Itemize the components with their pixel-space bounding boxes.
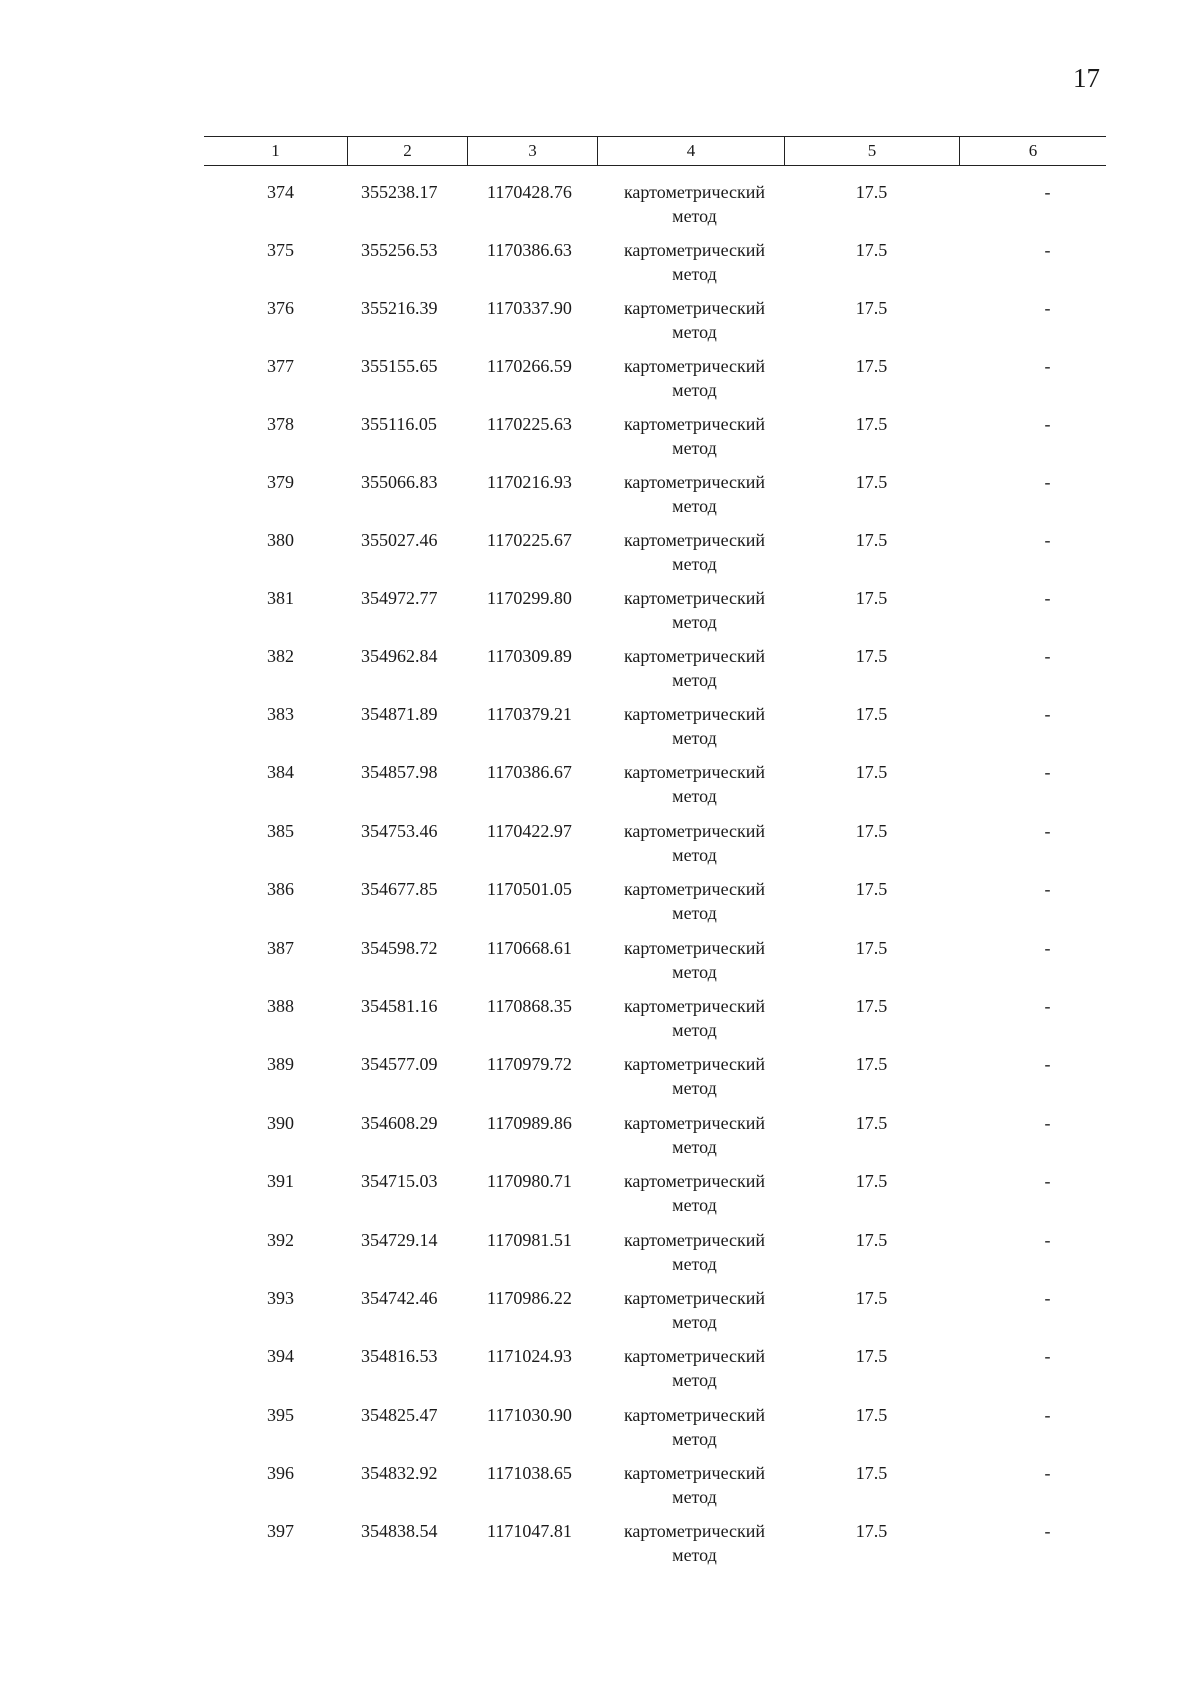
method-line-2: метод: [672, 1019, 717, 1040]
method-line-1: картометрический: [623, 182, 766, 202]
coordinate-y-cell: 1170668.61: [487, 937, 572, 958]
table-row: [204, 819, 1106, 877]
method-cell: [597, 819, 784, 877]
note-cell: -: [1044, 1463, 1051, 1484]
method-line-1: картометрический: [623, 762, 766, 783]
method-line-1: картометрический: [623, 1404, 766, 1425]
accuracy-cell: 17.5: [855, 1463, 888, 1484]
coordinate-y-cell: 1170428.76: [487, 182, 572, 202]
accuracy-cell: 17.5: [855, 1521, 888, 1542]
coordinate-x-cell: 355216.39: [361, 298, 438, 318]
coordinate-x-cell: 354816.53: [361, 1346, 438, 1367]
coordinate-y-cell: 1170980.71: [487, 1171, 572, 1192]
coordinate-x-cell: 355066.83: [361, 472, 438, 492]
point-number-cell: 383: [267, 704, 294, 724]
coordinate-x-cell: 355116.05: [361, 414, 437, 434]
coordinate-x-cell: 354857.98: [361, 762, 438, 783]
coordinate-x-cell: 355256.53: [361, 240, 438, 260]
method-line-1: картометрический: [623, 588, 766, 608]
point-number-cell: 387: [267, 937, 294, 958]
note-cell: -: [1044, 1112, 1051, 1133]
note-cell: -: [1044, 704, 1051, 724]
table-row: [204, 936, 1106, 994]
method-line-1: картометрический: [623, 240, 766, 260]
point-number-cell: 378: [267, 414, 294, 434]
method-line-2: метод: [672, 786, 717, 807]
point-number-cell: 381: [267, 588, 294, 608]
point-number-cell: 374: [267, 182, 294, 202]
method-cell: [597, 354, 784, 412]
accuracy-cell: 17.5: [855, 1112, 888, 1133]
method-line-1: картометрический: [623, 1287, 766, 1308]
method-line-2: метод: [672, 322, 717, 342]
method-line-1: картометрический: [623, 1521, 766, 1542]
note-cell: -: [1044, 182, 1051, 202]
accuracy-cell: 17.5: [855, 182, 888, 202]
method-line-1: картометрический: [623, 1229, 766, 1250]
coordinate-x-cell: 354832.92: [361, 1463, 438, 1484]
header-cell-1: 1: [271, 141, 280, 160]
coordinate-y-cell: 1171030.90: [487, 1404, 572, 1425]
point-number-cell: 386: [267, 879, 294, 900]
coordinate-x-cell: 354715.03: [361, 1171, 438, 1192]
coordinate-x-cell: 354581.16: [361, 995, 438, 1016]
table-row: [204, 1228, 1106, 1286]
point-number-cell: 385: [267, 820, 294, 841]
table-row: [204, 470, 1106, 528]
coordinate-y-cell: 1170216.93: [487, 472, 572, 492]
note-cell: -: [1044, 1171, 1051, 1192]
accuracy-cell: 17.5: [855, 762, 888, 783]
method-cell: [597, 1344, 784, 1402]
accuracy-cell: 17.5: [855, 356, 888, 376]
note-cell: -: [1044, 1404, 1051, 1425]
method-line-2: метод: [672, 496, 717, 516]
method-line-2: метод: [672, 1487, 717, 1508]
coordinate-y-cell: 1171024.93: [487, 1346, 572, 1367]
table-row: [204, 1403, 1106, 1461]
point-number-cell: 397: [267, 1521, 294, 1542]
method-cell: [597, 877, 784, 935]
page-number: 17: [1073, 63, 1100, 93]
method-line-2: метод: [672, 1136, 717, 1157]
method-cell: [597, 1169, 784, 1227]
method-line-2: метод: [672, 1428, 717, 1449]
method-line-2: метод: [672, 1078, 717, 1099]
point-number-cell: 384: [267, 762, 294, 783]
method-line-1: картометрический: [623, 820, 766, 841]
method-cell: [597, 1403, 784, 1461]
table-row: [204, 1519, 1106, 1577]
coordinate-y-cell: 1170386.63: [487, 240, 572, 260]
note-cell: -: [1044, 1521, 1051, 1542]
method-line-2: метод: [672, 206, 717, 226]
method-line-2: метод: [672, 728, 717, 748]
method-cell: [597, 1052, 784, 1110]
table-row: [204, 1286, 1106, 1344]
accuracy-cell: 17.5: [855, 588, 888, 608]
table-row: [204, 1461, 1106, 1519]
coordinate-y-cell: 1170979.72: [487, 1054, 572, 1075]
point-number-cell: 382: [267, 646, 294, 666]
coordinate-x-cell: 354825.47: [361, 1404, 438, 1425]
point-number-cell: 379: [267, 472, 294, 492]
accuracy-cell: 17.5: [855, 240, 888, 260]
point-number-cell: 395: [267, 1404, 294, 1425]
method-line-1: картометрический: [623, 1054, 766, 1075]
note-cell: -: [1044, 472, 1051, 492]
note-cell: -: [1044, 1287, 1051, 1308]
method-cell: [597, 238, 784, 296]
accuracy-cell: 17.5: [855, 414, 888, 434]
note-cell: -: [1044, 762, 1051, 783]
point-number-cell: 377: [267, 356, 294, 376]
method-line-2: метод: [672, 1253, 717, 1274]
point-number-cell: 380: [267, 530, 294, 550]
method-line-1: картометрический: [623, 414, 766, 434]
method-cell: [597, 586, 784, 644]
accuracy-cell: 17.5: [855, 820, 888, 841]
method-line-2: метод: [672, 264, 717, 284]
method-line-2: метод: [672, 1545, 717, 1566]
header-cell-3: 3: [467, 137, 597, 165]
accuracy-cell: 17.5: [855, 1404, 888, 1425]
method-line-1: картометрический: [623, 298, 766, 318]
note-cell: -: [1044, 414, 1051, 434]
method-line-1: картометрический: [623, 646, 766, 666]
coordinate-y-cell: 1170266.59: [487, 356, 572, 376]
method-cell: [597, 936, 784, 994]
table-row: [204, 238, 1106, 296]
method-cell: [597, 1111, 784, 1169]
accuracy-cell: 17.5: [855, 530, 888, 550]
method-cell: [597, 180, 784, 238]
method-cell: [597, 702, 784, 760]
method-line-1: картометрический: [623, 1463, 766, 1484]
method-cell: [597, 412, 784, 470]
method-line-1: картометрический: [623, 704, 766, 724]
coordinate-y-cell: 1170868.35: [487, 995, 572, 1016]
note-cell: -: [1044, 820, 1051, 841]
method-cell: [597, 1228, 784, 1286]
coordinate-x-cell: 354972.77: [361, 588, 438, 608]
point-number-cell: 391: [267, 1171, 294, 1192]
coordinate-x-cell: 354753.46: [361, 820, 438, 841]
method-line-2: метод: [672, 961, 717, 982]
coordinate-x-cell: 354742.46: [361, 1287, 438, 1308]
note-cell: -: [1044, 1054, 1051, 1075]
note-cell: -: [1044, 995, 1051, 1016]
accuracy-cell: 17.5: [855, 995, 888, 1016]
coordinate-y-cell: 1170337.90: [487, 298, 572, 318]
table-row: [204, 412, 1106, 470]
method-line-1: картометрический: [623, 1112, 766, 1133]
note-cell: -: [1044, 588, 1051, 608]
coordinate-y-cell: 1170309.89: [487, 646, 572, 666]
coordinate-y-cell: 1170986.22: [487, 1287, 572, 1308]
coordinate-y-cell: 1170386.67: [487, 762, 572, 783]
coordinate-y-cell: 1171038.65: [487, 1463, 572, 1484]
table-row: [204, 528, 1106, 586]
coordinate-x-cell: 354871.89: [361, 704, 438, 724]
coordinate-y-cell: 1170981.51: [487, 1229, 572, 1250]
header-cell-2: 2: [347, 137, 467, 165]
table-row: [204, 1052, 1106, 1110]
point-number-cell: 388: [267, 995, 294, 1016]
accuracy-cell: 17.5: [855, 1229, 888, 1250]
method-line-2: метод: [672, 1370, 717, 1391]
method-line-2: метод: [672, 670, 717, 690]
method-line-1: картометрический: [623, 937, 766, 958]
method-cell: [597, 296, 784, 354]
method-cell: [597, 994, 784, 1052]
method-line-1: картометрический: [623, 356, 766, 376]
method-line-1: картометрический: [623, 995, 766, 1016]
note-cell: -: [1044, 240, 1051, 260]
coordinate-y-cell: 1170299.80: [487, 588, 572, 608]
method-cell: [597, 470, 784, 528]
method-cell: [597, 1519, 784, 1577]
table-row: [204, 1344, 1106, 1402]
coordinate-y-cell: 1170379.21: [487, 704, 572, 724]
method-line-1: картометрический: [623, 1171, 766, 1192]
note-cell: -: [1044, 356, 1051, 376]
coordinate-y-cell: 1170989.86: [487, 1112, 572, 1133]
note-cell: -: [1044, 530, 1051, 550]
accuracy-cell: 17.5: [855, 704, 888, 724]
method-cell: [597, 644, 784, 702]
coordinate-x-cell: 354677.85: [361, 879, 438, 900]
coordinate-y-cell: 1171047.81: [487, 1521, 572, 1542]
note-cell: -: [1044, 646, 1051, 666]
coordinate-x-cell: 354598.72: [361, 937, 438, 958]
table-row: [204, 180, 1106, 238]
method-line-1: картометрический: [623, 879, 766, 900]
accuracy-cell: 17.5: [855, 879, 888, 900]
table-row: [204, 1169, 1106, 1227]
table-row: [204, 644, 1106, 702]
method-line-2: метод: [672, 438, 717, 458]
point-number-cell: 375: [267, 240, 294, 260]
coordinate-x-cell: 355155.65: [361, 356, 438, 376]
method-cell: [597, 528, 784, 586]
coordinate-x-cell: 354729.14: [361, 1229, 438, 1250]
note-cell: -: [1044, 1229, 1051, 1250]
table-header: [204, 136, 1106, 166]
table-body: [204, 180, 1106, 1578]
method-line-2: метод: [672, 1195, 717, 1216]
method-line-2: метод: [672, 612, 717, 632]
method-line-2: метод: [672, 1311, 717, 1332]
accuracy-cell: 17.5: [855, 472, 888, 492]
table-row: [204, 1111, 1106, 1169]
note-cell: -: [1044, 937, 1051, 958]
coordinate-x-cell: 354577.09: [361, 1054, 438, 1075]
coordinate-y-cell: 1170422.97: [487, 820, 572, 841]
accuracy-cell: 17.5: [855, 937, 888, 958]
point-number-cell: 376: [267, 298, 294, 318]
method-line-2: метод: [672, 844, 717, 865]
method-line-1: картометрический: [623, 472, 766, 492]
accuracy-cell: 17.5: [855, 298, 888, 318]
coordinate-x-cell: 354962.84: [361, 646, 438, 666]
point-number-cell: 394: [267, 1346, 294, 1367]
accuracy-cell: 17.5: [855, 646, 888, 666]
table-row: [204, 994, 1106, 1052]
accuracy-cell: 17.5: [855, 1171, 888, 1192]
header-cell-4: 4: [597, 137, 784, 165]
coordinate-x-cell: 355238.17: [361, 182, 438, 202]
method-cell: [597, 1461, 784, 1519]
table-row: [204, 702, 1106, 760]
method-cell: [597, 760, 784, 818]
table-row: [204, 586, 1106, 644]
header-cell-5: 5: [784, 137, 959, 165]
coordinate-y-cell: 1170501.05: [487, 879, 572, 900]
table-row: [204, 354, 1106, 412]
coordinate-x-cell: 354608.29: [361, 1112, 438, 1133]
point-number-cell: 389: [267, 1054, 294, 1075]
method-cell: [597, 1286, 784, 1344]
accuracy-cell: 17.5: [855, 1054, 888, 1075]
accuracy-cell: 17.5: [855, 1287, 888, 1308]
method-line-2: метод: [672, 380, 717, 400]
point-number-cell: 390: [267, 1112, 294, 1133]
method-line-2: метод: [672, 903, 717, 924]
coordinate-y-cell: 1170225.63: [487, 414, 572, 434]
header-cell-6: 6: [959, 137, 1106, 165]
table-row: [204, 296, 1106, 354]
point-number-cell: 392: [267, 1229, 294, 1250]
note-cell: -: [1044, 1346, 1051, 1367]
accuracy-cell: 17.5: [855, 1346, 888, 1367]
note-cell: -: [1044, 879, 1051, 900]
method-line-1: картометрический: [623, 530, 766, 550]
coordinate-x-cell: 354838.54: [361, 1521, 438, 1542]
method-line-1: картометрический: [623, 1346, 766, 1367]
point-number-cell: 396: [267, 1463, 294, 1484]
table-row: [204, 877, 1106, 935]
note-cell: -: [1044, 298, 1051, 318]
coordinate-x-cell: 355027.46: [361, 530, 438, 550]
coordinate-y-cell: 1170225.67: [487, 530, 572, 550]
method-line-2: метод: [672, 554, 717, 574]
table-row: [204, 760, 1106, 818]
point-number-cell: 393: [267, 1287, 294, 1308]
